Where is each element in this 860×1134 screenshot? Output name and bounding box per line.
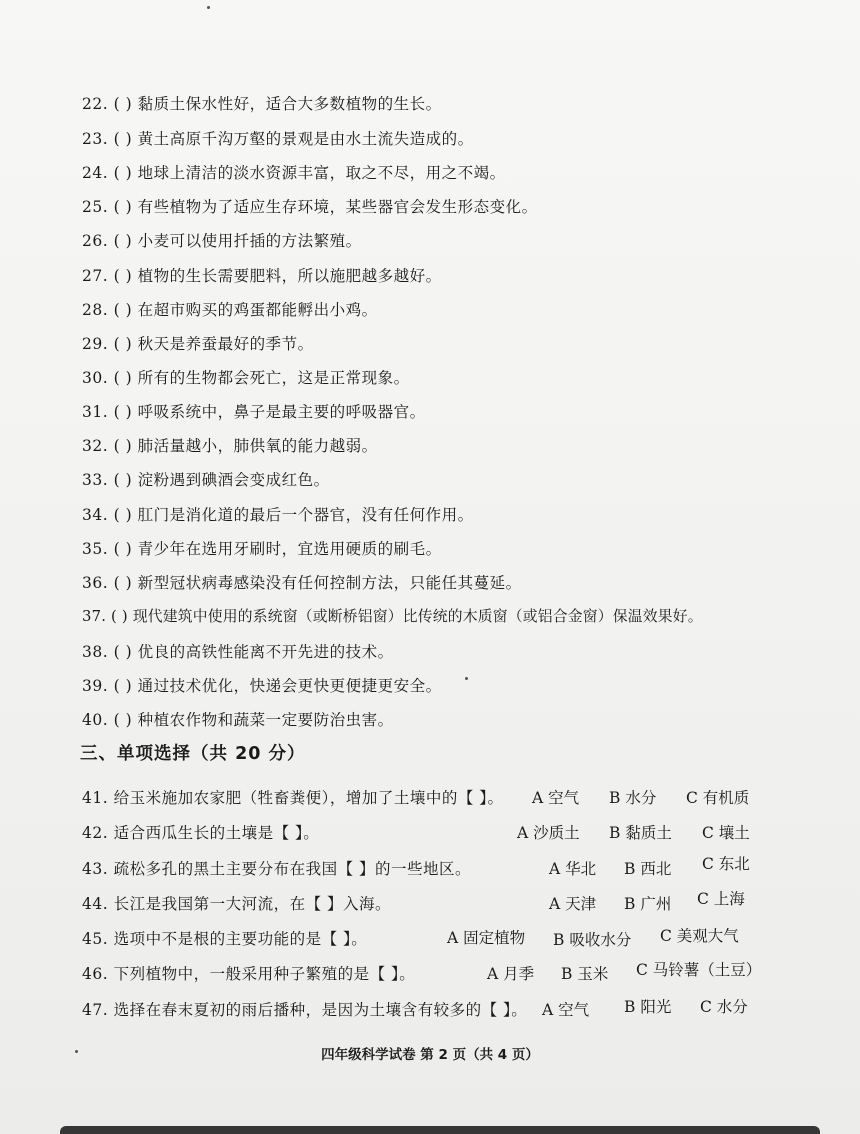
mc-option-c: C 马铃薯（土豆） — [636, 961, 762, 979]
item-number: 34. — [82, 506, 109, 524]
item-number: 31. — [82, 403, 109, 421]
item-number: 27. — [82, 267, 109, 285]
answer-blank: ( ) — [113, 574, 133, 592]
scan-speck — [75, 1050, 78, 1053]
item-number: 35. — [82, 540, 109, 558]
tf-item — [82, 640, 394, 662]
mc-stem: 41. 给玉米施加农家肥（牲畜粪便），增加了土壤中的【 】。 — [82, 789, 504, 807]
item-number: 36. — [82, 574, 109, 592]
item-text: 肺活量越小，肺供氧的能力越弱。 — [137, 437, 378, 455]
mc-option-c: C 水分 — [700, 998, 748, 1016]
answer-blank: ( ) — [111, 608, 128, 625]
answer-blank: ( ) — [113, 164, 133, 182]
mc-option-b: B 西北 — [624, 860, 672, 878]
tf-item — [82, 332, 314, 354]
scan-speck — [207, 6, 210, 9]
tf-item — [82, 503, 474, 525]
mc-option-b: B 水分 — [609, 789, 657, 807]
item-number: 22. — [82, 95, 109, 113]
item-text: 青少年在选用牙刷时，宜选用硬质的刷毛。 — [137, 540, 442, 558]
answer-blank: ( ) — [113, 506, 133, 524]
section-heading: 三、单项选择（共 20 分） — [80, 744, 306, 764]
item-number: 23. — [82, 130, 109, 148]
tf-item — [82, 708, 394, 730]
tf-item — [82, 195, 538, 217]
item-number: 29. — [82, 335, 109, 353]
mc-stem: 44. 长江是我国第一大河流，在【 】入海。 — [82, 895, 392, 913]
item-number: 26. — [82, 232, 109, 250]
tf-item — [82, 571, 522, 593]
mc-option-a: A 月季 — [487, 965, 535, 983]
answer-blank: ( ) — [113, 130, 133, 148]
item-text: 淀粉遇到碘酒会变成红色。 — [137, 471, 330, 489]
mc-option-c: C 东北 — [702, 855, 750, 873]
answer-blank: ( ) — [113, 232, 133, 250]
item-text: 通过技术优化，快递会更快更便捷更安全。 — [137, 677, 442, 695]
mc-option-b: B 吸收水分 — [553, 931, 632, 949]
mc-stem: 46. 下列植物中，一般采用种子繁殖的是【 】。 — [82, 965, 416, 983]
item-text: 秋天是养蚕最好的季节。 — [137, 335, 314, 353]
answer-blank: ( ) — [113, 677, 133, 695]
item-text: 黄土高原千沟万壑的景观是由水土流失造成的。 — [137, 130, 474, 148]
mc-option-a: A 固定植物 — [447, 929, 526, 947]
answer-blank: ( ) — [113, 301, 133, 319]
mc-option-b: B 阳光 — [624, 998, 672, 1016]
item-text: 植物的生长需要肥料，所以施肥越多越好。 — [137, 267, 442, 285]
mc-option-a: A 天津 — [549, 895, 597, 913]
mc-option-c: C 壤土 — [702, 824, 750, 842]
mc-stem: 47. 选择在春末夏初的雨后播种，是因为土壤含有较多的【 】。 — [82, 1001, 528, 1019]
mc-option-b: B 黏质土 — [609, 824, 672, 842]
answer-blank: ( ) — [113, 95, 133, 113]
tf-item — [82, 161, 506, 183]
mc-option-c: C 美观大气 — [660, 927, 739, 945]
answer-blank: ( ) — [113, 711, 133, 729]
tf-item — [82, 366, 410, 388]
answer-blank: ( ) — [113, 437, 133, 455]
item-number: 40. — [82, 711, 109, 729]
answer-blank: ( ) — [113, 540, 133, 558]
mc-stem: 45. 选项中不是根的主要功能的是【 】。 — [82, 930, 368, 948]
tf-item — [82, 298, 378, 320]
tf-item — [82, 605, 703, 626]
item-text: 地球上清洁的淡水资源丰富，取之不尽，用之不竭。 — [137, 164, 506, 182]
answer-blank: ( ) — [113, 643, 133, 661]
answer-blank: ( ) — [113, 198, 133, 216]
mc-stem: 43. 疏松多孔的黑土主要分布在我国【 】的一些地区。 — [82, 860, 472, 878]
tf-item — [82, 229, 362, 251]
mc-option-a: A 沙质土 — [517, 824, 580, 842]
item-number: 37. — [82, 608, 107, 625]
mc-option-c: C 上海 — [697, 890, 745, 908]
item-text: 肛门是消化道的最后一个器官，没有任何作用。 — [137, 506, 474, 524]
item-number: 39. — [82, 677, 109, 695]
item-text: 有些植物为了适应生存环境，某些器官会发生形态变化。 — [137, 198, 538, 216]
scan-speck — [465, 677, 468, 680]
mc-option-b: B 玉米 — [561, 965, 609, 983]
answer-blank: ( ) — [113, 403, 133, 421]
item-number: 28. — [82, 301, 109, 319]
item-text: 优良的高铁性能离不开先进的技术。 — [137, 643, 394, 661]
mc-option-a: A 空气 — [542, 1001, 590, 1019]
scan-edge-shadow — [60, 1126, 820, 1134]
item-text: 小麦可以使用扦插的方法繁殖。 — [137, 232, 362, 250]
item-text: 呼吸系统中，鼻子是最主要的呼吸器官。 — [137, 403, 426, 421]
item-text: 种植农作物和蔬菜一定要防治虫害。 — [137, 711, 394, 729]
mc-option-a: A 华北 — [549, 860, 597, 878]
item-number: 24. — [82, 164, 109, 182]
tf-item — [82, 537, 442, 559]
answer-blank: ( ) — [113, 267, 133, 285]
tf-item — [82, 127, 474, 149]
item-number: 25. — [82, 198, 109, 216]
item-number: 38. — [82, 643, 109, 661]
item-number: 30. — [82, 369, 109, 387]
item-number: 32. — [82, 437, 109, 455]
mc-option-b: B 广州 — [624, 895, 672, 913]
mc-option-a: A 空气 — [532, 789, 580, 807]
answer-blank: ( ) — [113, 369, 133, 387]
item-text: 新型冠状病毒感染没有任何控制方法，只能任其蔓延。 — [137, 574, 522, 592]
tf-item — [82, 92, 442, 114]
mc-stem: 42. 适合西瓜生长的土壤是【 】。 — [82, 824, 320, 842]
tf-item — [82, 434, 378, 456]
mc-option-c: C 有机质 — [686, 789, 750, 807]
item-text: 黏质土保水性好，适合大多数植物的生长。 — [137, 95, 442, 113]
tf-item — [82, 468, 330, 490]
item-text: 在超市购买的鸡蛋都能孵出小鸡。 — [137, 301, 378, 319]
item-text: 所有的生物都会死亡，这是正常现象。 — [137, 369, 410, 387]
answer-blank: ( ) — [113, 471, 133, 489]
tf-item — [82, 264, 442, 286]
tf-item — [82, 400, 426, 422]
item-text: 现代建筑中使用的系统窗（或断桥铝窗）比传统的木质窗（或铝合金窗）保温效果好。 — [132, 608, 703, 625]
answer-blank: ( ) — [113, 335, 133, 353]
page-footer: 四年级科学试卷 第 2 页（共 4 页） — [321, 1047, 539, 1063]
tf-item — [82, 674, 442, 696]
item-number: 33. — [82, 471, 109, 489]
